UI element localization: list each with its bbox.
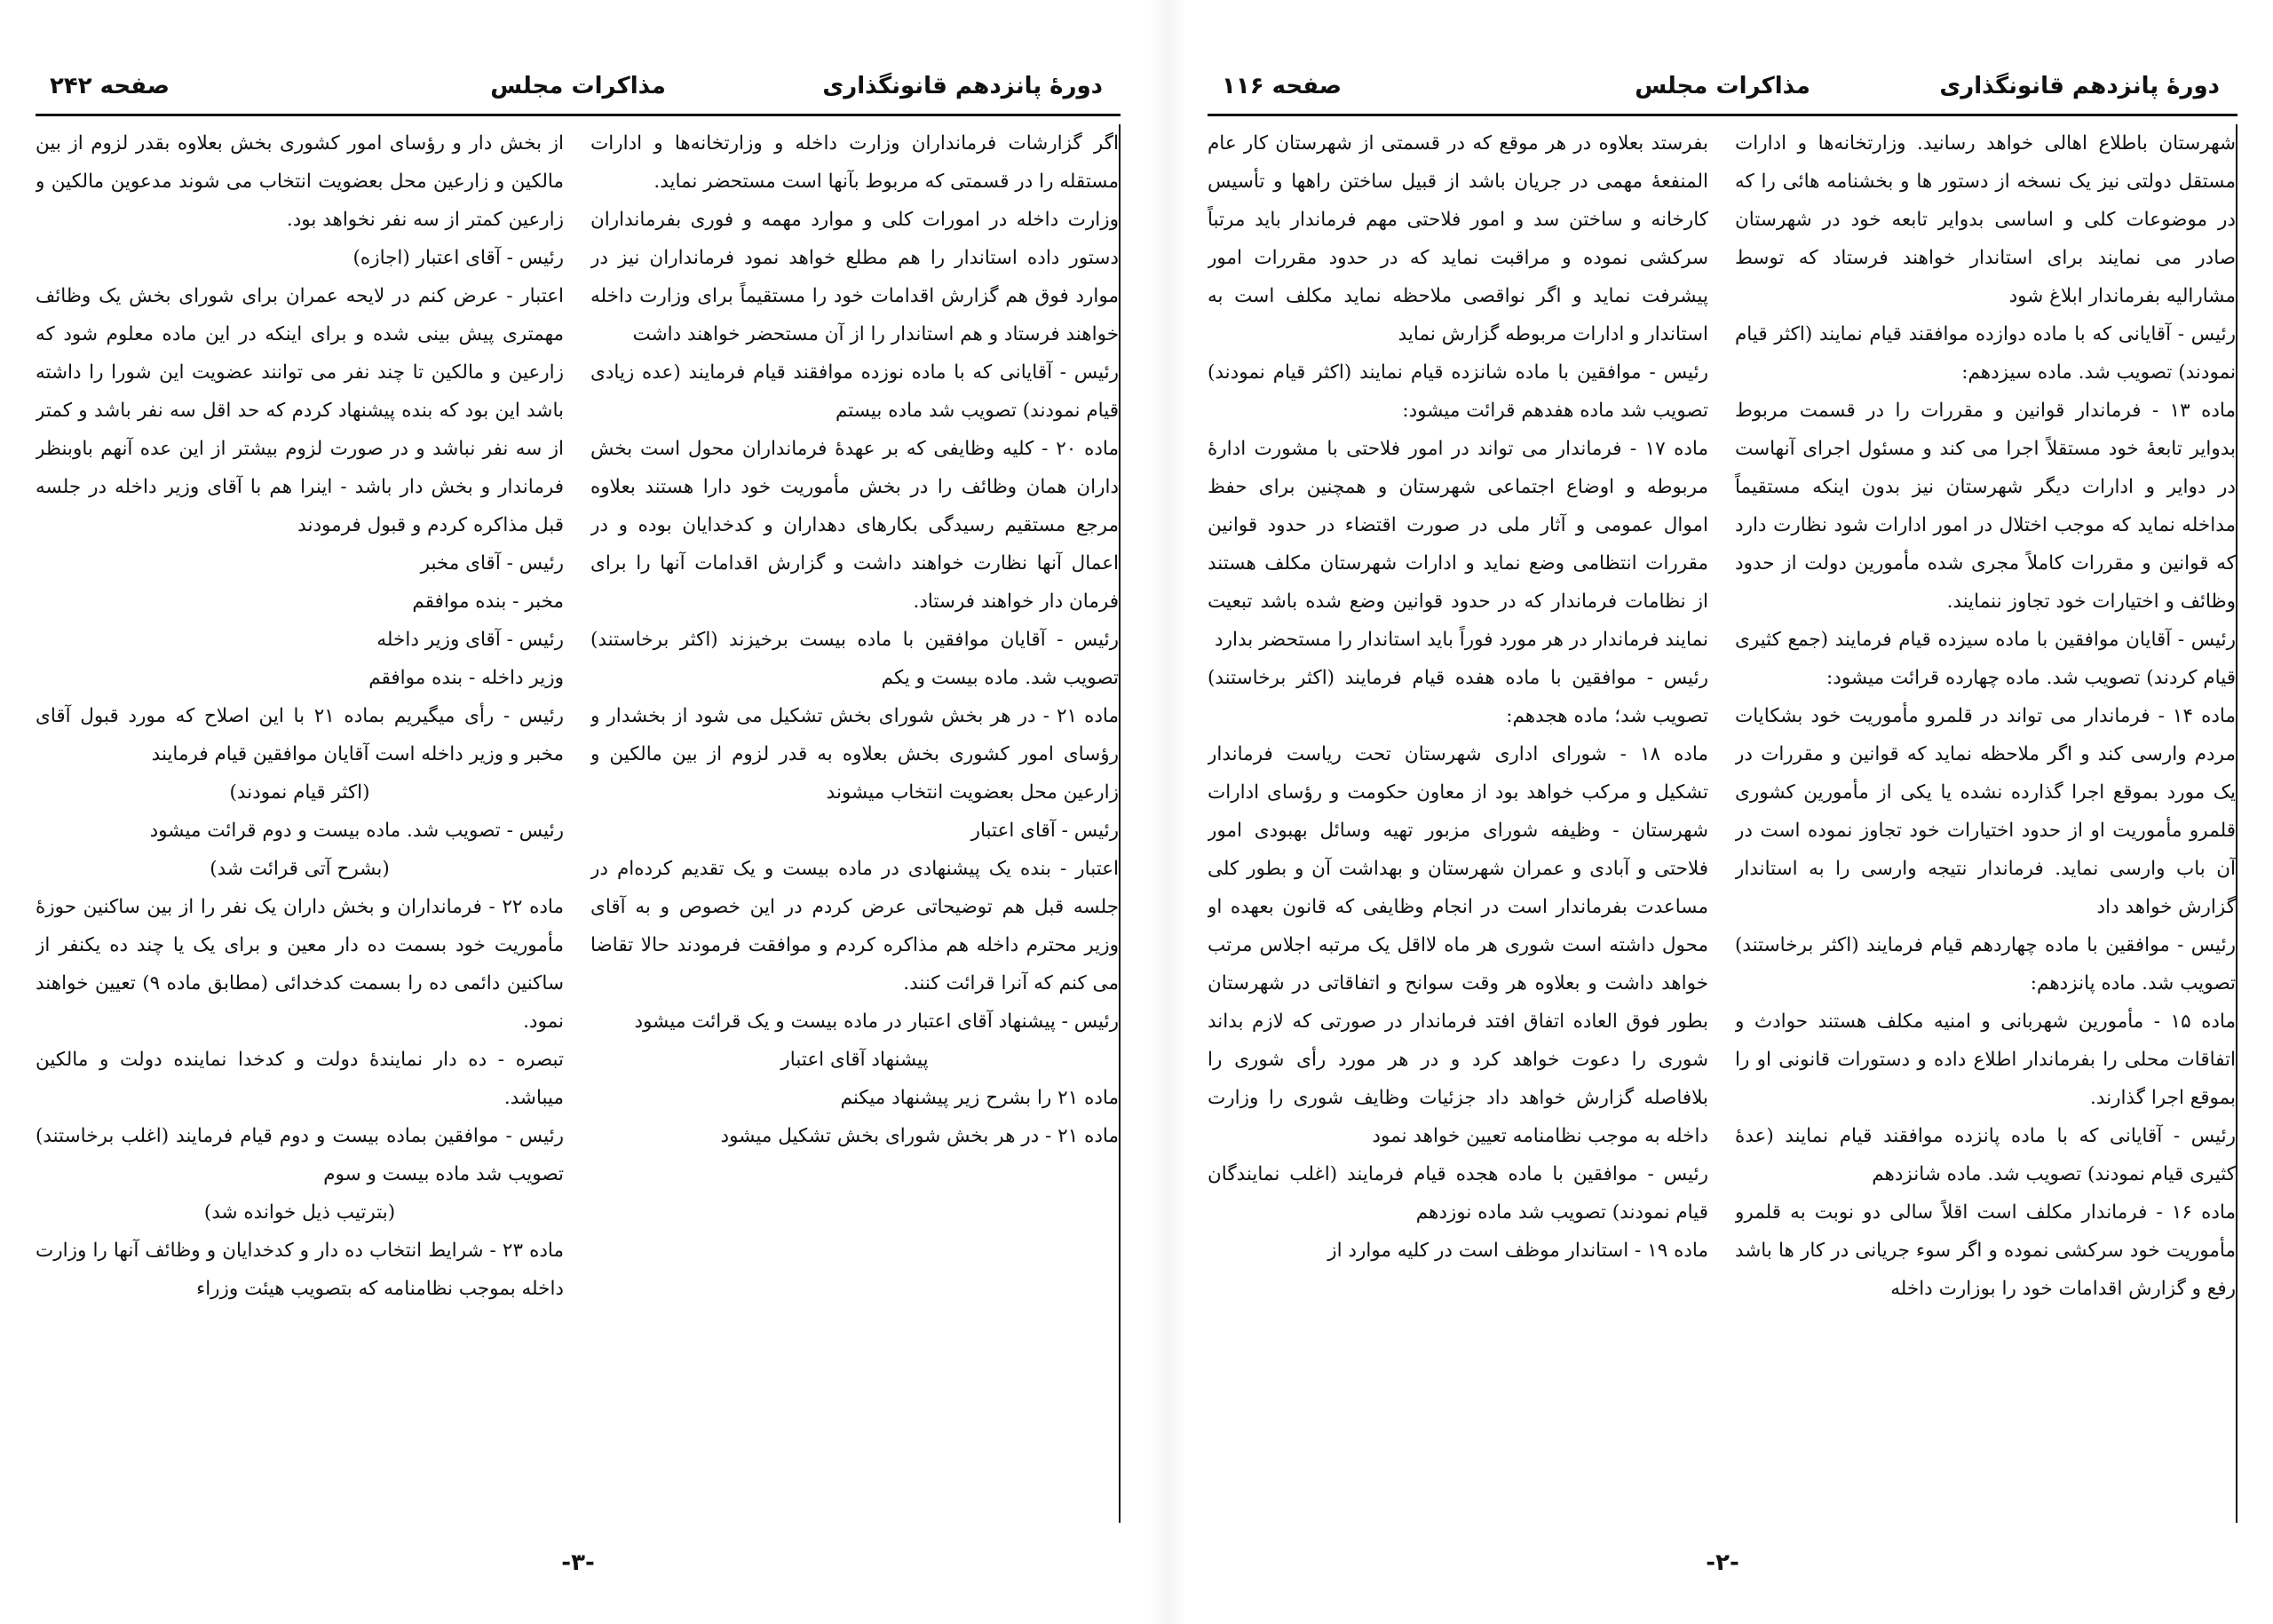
left-page-folio: -۳- (561, 1549, 595, 1576)
paragraph: ماده ۲۲ - فرمانداران و بخش داران یک نفر را از بین ساکنین حوزهٔ مأموریت خود بسمت ده دار معین و برای یک یا چند ده یکنفر از ساکنین دائمی ده را بسمت کدخدائی (مطابق ماده ۹) تعیین خواهند نمود. (36, 896, 564, 1033)
left-header-title: مذاکرات مجلس (490, 73, 666, 99)
paragraph: رئیس - موافقین بماده بیست و دوم قیام فرمایند (اغلب برخاستند) تصویب شد ماده بیست و سوم (36, 1125, 564, 1185)
right-page-header (1208, 62, 2237, 116)
paragraph: ماده ۲۱ - در هر بخش شورای بخش تشکیل میشود (720, 1125, 1119, 1147)
right-page-columns (1208, 124, 2237, 1523)
left-page (36, 62, 1121, 1585)
paragraph: رئیس - آقای مخبر (420, 552, 564, 574)
paragraph: رئیس - آقایانی که با ماده نوزده موافقند قیام فرمایند (عده زیادی قیام نمودند) تصویب شد ماده بیستم (590, 361, 1119, 422)
paragraph: ماده ۱۹ - استاندار موظف است در کلیه موارد از (1327, 1240, 1708, 1262)
paragraph: وزیر داخله - بنده موافقم (368, 667, 564, 689)
paragraph: (بشرح آتی قرائت شد) (210, 858, 390, 880)
right-page (1208, 62, 2237, 1585)
paragraph: رئیس - آقایان موافقین با ماده سیزده قیام فرمایند (جمع کثیری قیام کردند) تصویب شد. ماده چهارده قرائت میشود: (1735, 629, 2236, 689)
paragraph: ماده ۲۱ را بشرح زیر پیشنهاد میکنم (840, 1087, 1119, 1109)
paragraph: رئیس - پیشنهاد آقای اعتبار در ماده بیست و یک قرائت میشود (634, 1010, 1119, 1033)
left-header-page-number: صفحه ۲۴۲ (50, 73, 170, 99)
left-page-right-column (590, 124, 1121, 1523)
right-header-page-number: صفحه ۱۱۶ (1222, 73, 1342, 99)
paragraph: شهرستان باطلاع اهالی خواهد رسانید. وزارتخانه‌ها و ادارات مستقل دولتی نیز یک نسخه از دستور ها و بخشنامه هائی را که در موضوعات کلی و اساسی بدوایر تابعه خود در شهرستان صادر می نمایند برای استاندار خواهند فرستاد که توسط مشارالیه بفرماندار ابلاغ شود (1735, 132, 2236, 307)
paragraph: رئیس - آقای اعتبار (اجازه) (352, 247, 564, 269)
paragraph: ماده ۲۱ - در هر بخش شورای بخش تشکیل می شود از بخشدار و رؤسای امور کشوری بخش بعلاوه به قدر لزوم از بین مالکین و زارعین محل بعضویت انتخاب میشوند (590, 705, 1119, 804)
right-header-session: دورهٔ پانزدهم قانونگذاری (1939, 73, 2220, 99)
paragraph: اعتبار - عرض کنم در لایحه عمران برای شورای بخش یک وظائف مهمتری پیش بینی شده و برای اینکه در این ماده معلوم شود که زارعین و مالکین تا چند نفر می توانند عضویت این شورا را داشته باشد این بود که بنده پیشنهاد کردم که حد اقل سه نفر باشد و کمتر از سه نفر نباشد و در صورت لزوم بیشتر از این عده آنهم باوبنظر فرماندار و بخش دار باشد - اینرا هم با آقای وزیر داخله در جلسه قبل مذاکره کردم و قبول فرمودند (36, 285, 564, 536)
paragraph: بفرستد بعلاوه در هر موقع که در قسمتی از شهرستان کار عام المنفعهٔ مهمی در جریان باشد از قبیل ساختن راهها و تأسیس کارخانه و ساختن سد و امور فلاحتی مهم فرماندار باید مرتباً سرکشی نموده و مراقبت نماید که در حدود مقررات امور پیشرفت نماید و اگر نواقصی ملاحظه نماید مکلف است به استاندار و ادارات مربوطه گزارش نماید (1208, 132, 1708, 345)
paragraph: تبصره - ده دار نمایندهٔ دولت و کدخدا نماینده دولت و مالکین میباشد. (36, 1049, 564, 1109)
paragraph: (بترتیب ذیل خوانده شد) (203, 1201, 396, 1224)
left-header-session: دورهٔ پانزدهم قانونگذاری (822, 73, 1103, 99)
paragraph: رئیس - آقایان موافقین با ماده بیست برخیزند (اکثر برخاستند) تصویب شد. ماده بیست و یکم (590, 629, 1119, 689)
paragraph: رئیس - موافقین با ماده چهاردهم قیام فرمایند (اکثر برخاستند) تصویب شد. ماده پانزدهم: (1735, 934, 2236, 994)
paragraph: رئیس - آقای اعتبار (970, 820, 1119, 842)
left-page-left-column (36, 124, 564, 1523)
right-page-folio: -۲- (1706, 1549, 1739, 1576)
paragraph: رئیس - موافقین با ماده هفده قیام فرمایند (اکثر برخاستند) تصویب شد؛ ماده هجدهم: (1208, 667, 1708, 727)
paragraph: اعتبار - بنده یک پیشنهادی در ماده بیست و یک تقدیم کرده‌ام در جلسه قبل هم توضیحاتی عرض کردم در این خصوص و به آقای وزیر محترم داخله هم مذاکره کردم و موافقت فرمودند حالا تقاضا می کنم که آنرا قرائت کنند. (590, 858, 1119, 994)
paragraph: وزارت داخله در امورات کلی و موارد مهمه و فوری بفرمانداران دستور داده استاندار را هم مطلع خواهد نمود فرمانداران نیز در موارد فوق هم گزارش اقدامات خود را مستقیماً برای وزارت داخله خواهند فرستاد و هم استاندار را از آن مستحضر خواهند داشت (590, 209, 1119, 345)
paragraph: ماده ۱۷ - فرماندار می تواند در امور فلاحتی با مشورت ادارهٔ مربوطه و اوضاع اجتماعی شهرستان و همچنین برای حفظ اموال عمومی و آثار ملی در صورت اقتضاء در حدود قوانین مقررات انتظامی وضع نماید و ادارات شهرستان مکلف هستند از نظامات فرماندار که در حدود قوانین وضع شده باشد تبعیت نمایند فرماندار در هر مورد فوراً باید استاندار را مستحضر بدارد (1208, 438, 1708, 651)
paragraph: رئیس - آقایانی که با ماده دوازده موافقند قیام نمایند (اکثر قیام نمودند) تصویب شد. ماده سیزدهم: (1735, 323, 2236, 384)
paragraph: رئیس - رأی میگیریم بماده ۲۱ با این اصلاح که مورد قبول آقای مخبر و وزیر داخله است آقایان موافقین قیام فرمایند (36, 705, 564, 765)
paragraph: اگر گزارشات فرمانداران وزارت داخله و وزارتخانه‌ها و ادارات مستقله را در قسمتی که مربوط بآنها است مستحضر نماید. (590, 132, 1119, 193)
paragraph: رئیس - تصویب شد. ماده بیست و دوم قرائت میشود (149, 820, 564, 842)
left-page-header (36, 62, 1121, 116)
paragraph: ماده ۱۵ - مأمورین شهربانی و امنیه مکلف هستند حوادث و اتفاقات محلی را بفرماندار اطلاع داده و دستورات قانونی او را بموقع اجرا گذارند. (1735, 1010, 2236, 1109)
paragraph: ماده ۲۳ - شرایط انتخاب ده دار و کدخدایان و وظائف آنها را وزارت داخله بموجب نظامنامه که بتصویب هیئت وزراء (36, 1240, 564, 1300)
paragraph: رئیس - آقایانی که با ماده پانزده موافقند قیام نمایند (عدهٔ کثیری قیام نمودند) تصویب شد. ماده شانزدهم (1735, 1125, 2236, 1185)
paragraph: ماده ۱۶ - فرماندار مکلف است اقلاً سالی دو نوبت به قلمرو مأموریت خود سرکشی نموده و اگر سوء جریانی در کار ها باشد رفع و گزارش اقدامات خود را بوزارت داخله (1735, 1201, 2236, 1300)
paragraph: ماده ۲۰ - کلیه وظایفی که بر عهدهٔ فرمانداران محول است بخش داران همان وظائف را در بخش مأموریت خود دارا هستند بعلاوه مرجع مستقیم رسیدگی بکارهای دهداران و کدخدایان بوده و در اعمال آنها نظارت خواهند داشت و گزارش اقدامات آنها را برای فرمان دار خواهند فرستاد. (590, 438, 1119, 613)
book-gutter (1150, 0, 1185, 1624)
paragraph: رئیس - موافقین با ماده شانزده قیام نمایند (اکثر قیام نمودند) تصویب شد ماده هفدهم قرائت میشود: (1208, 361, 1708, 422)
right-header-title: مذاکرات مجلس (1635, 73, 1810, 99)
left-page-columns (36, 124, 1121, 1523)
paragraph: مخبر - بنده موافقم (412, 590, 564, 613)
paragraph: (اکثر قیام نمودند) (229, 781, 370, 804)
right-page-right-column (1735, 124, 2237, 1523)
paragraph: ماده ۱۴ - فرماندار می تواند در قلمرو مأموریت خود بشکایات مردم وارسی کند و اگر ملاحظه نماید که قوانین و مقررات در یک مورد بموقع اجرا گذارده نشده یا یکی از مأمورین کشوری قلمرو مأموریت او از حدود اختیارات خود تجاوز نموده است در آن باب وارسی نماید. فرماندار نتیجه وارسی را به استاندار گزارش خواهد داد (1735, 705, 2236, 918)
paragraph: پیشنهاد آقای اعتبار (780, 1049, 929, 1071)
paragraph: ماده ۱۳ - فرماندار قوانین و مقررات را در قسمت مربوط بدوایر تابعهٔ خود مستقلاً اجرا می کند و مسئول اجرای آنهاست در دوایر و ادارات دیگر شهرستان نیز بدون اینکه مستقیماً مداخله نماید که موجب اختلال در امور ادارات شود نظارت دارد که قوانین و مقررات کاملاً مجری شده مأمورین دولت از حدود وظائف و اختیارات خود تجاوز ننمایند. (1735, 400, 2237, 613)
right-page-left-column (1208, 124, 1708, 1523)
paragraph: از بخش دار و رؤسای امور کشوری بخش بعلاوه بقدر لزوم از بین مالکین و زارعین محل بعضویت انتخاب می شوند مدعوین مالکین و زارعین کمتر از سه نفر نخواهد بود. (36, 132, 564, 231)
paragraph: ماده ۱۸ - شورای اداری شهرستان تحت ریاست فرماندار تشکیل و مرکب خواهد بود از معاون حکومت و رؤسای ادارات شهرستان - وظیفه شورای مزبور تهیه وسائل بهبودی امور فلاحتی و آبادی و عمران شهرستان و بهداشت آن و بطور کلی مساعدت بفرماندار است در انجام وظایفی که قانون بعهده او محول داشته است شوری هر ماه لااقل یک مرتبه اجلاس مرتب خواهد داشت و بعلاوه هر وقت سوانح و اتفاقاتی در شهرستان بطور فوق العاده اتفاق افتد فرماندار در صورتی که لازم بداند شوری را دعوت خواهد کرد و در هر مورد رأی شوری را بلافاصله گزارش خواهد داد جزئیات وظایف شوری را وزارت داخله به موجب نظامنامه تعیین خواهد نمود (1208, 743, 1708, 1147)
paragraph: رئیس - موافقین با ماده هجده قیام فرمایند (اغلب نمایندگان قیام نمودند) تصویب شد ماده نوزدهم (1208, 1163, 1708, 1224)
paragraph: رئیس - آقای وزیر داخله (376, 629, 564, 651)
